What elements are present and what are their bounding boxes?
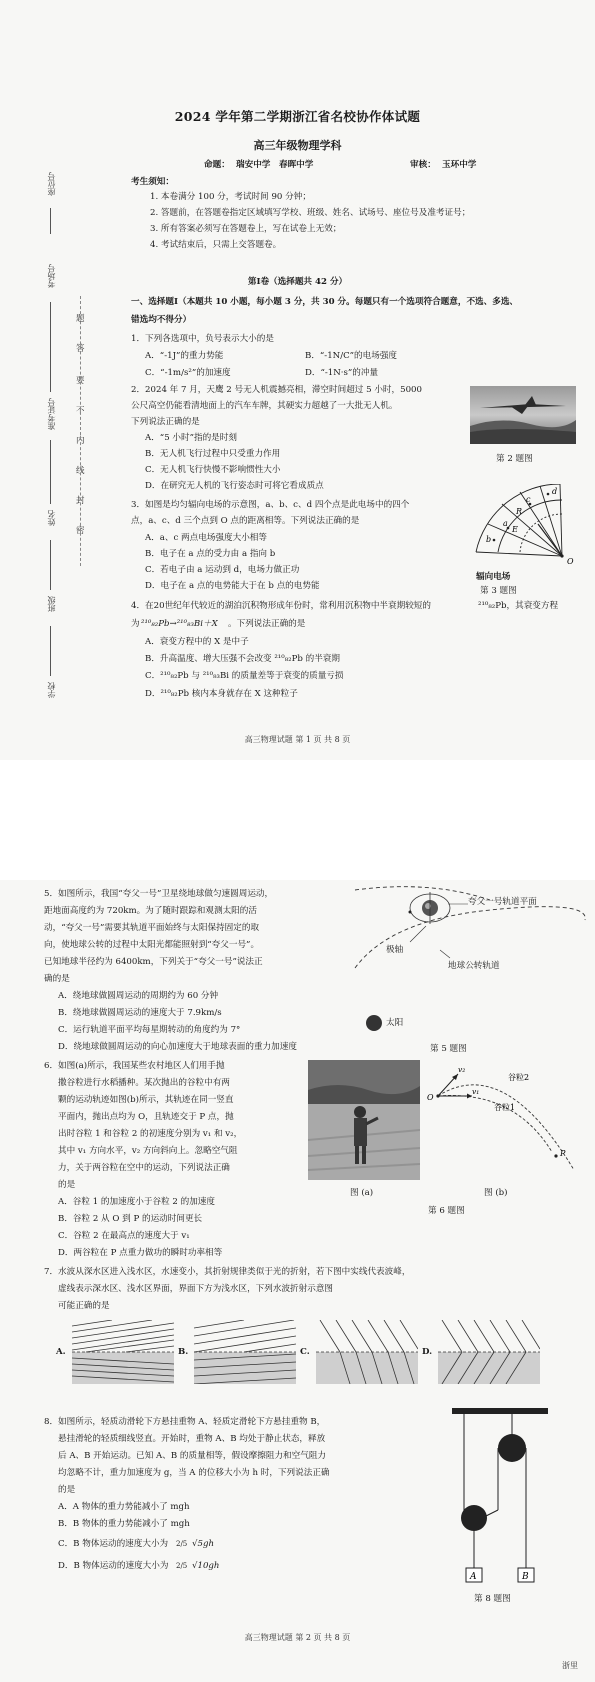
notice-item: 2. 答题前，在答题卷指定区域填写学校、班级、姓名、试场号、座位号及准考证号；	[150, 208, 471, 218]
q7-option-b-diagram	[194, 1320, 296, 1384]
q6-label-grain2: 谷粒2	[508, 1073, 530, 1082]
page-footer: 高三物理试题 第 1 页 共 8 页	[244, 735, 351, 744]
q5-label-sun: 太阳	[386, 1018, 404, 1028]
q8-label-B: B	[522, 1572, 529, 1582]
q7-option-a-diagram	[72, 1320, 174, 1384]
q3-field-label: 辐向电场	[476, 572, 511, 582]
seal-char: 封	[76, 496, 85, 506]
q7-stem-3: 可能正确的是	[58, 1301, 110, 1311]
q6-label-v1: v₁	[472, 1087, 480, 1096]
q4-option-b: B．升高温度、增大压强不会改变 ²¹⁰₈₂Pb 的半衰期	[145, 654, 340, 664]
q3-label-E: E	[512, 525, 518, 534]
q6-stem-8: 的是	[58, 1180, 76, 1190]
seal-char: 要	[76, 376, 85, 386]
q3-option-b: B．电子在 a 点的受力由 a 指向 b	[145, 549, 276, 559]
q7-option-a-label: A.	[56, 1347, 66, 1357]
q6-stem-4: 平面内，抛出点均为 O，且轨迹交于 P 点，抛	[58, 1112, 234, 1122]
q8-option-d-root: √10gh	[192, 1561, 220, 1571]
q6-label-grain1: 谷粒1	[494, 1103, 516, 1112]
q5-figure-caption: 第 5 题图	[430, 1044, 467, 1054]
reviewer-label: 审核：	[410, 160, 436, 170]
q6-label-O: O	[427, 1093, 434, 1102]
q2-stem-3: 下列说法正确的是	[131, 417, 200, 427]
q5-label-pole-axis: 极轴	[386, 945, 404, 955]
q4-stem-1: 4．在20世纪年代较近的湖泊沉积物形成年份时，常利用沉积物中半衰期较短的	[131, 601, 431, 611]
q3-label-R: R	[516, 507, 523, 516]
page-gap	[0, 760, 595, 880]
q6-figure-caption: 第 6 题图	[428, 1206, 465, 1216]
part-heading: 第Ⅰ卷（选择题共 42 分）	[247, 277, 348, 287]
side-field-ticket: 准考证号	[47, 398, 56, 430]
q7-stem-2: 虚线表示深水区、浅水区界面，界面下方为浅水区，下列水波折射示意图	[58, 1284, 334, 1294]
q8-pulley-figure	[450, 1408, 550, 1588]
q5-stem-1: 5．如图所示，我国“夸父一号”卫星绕地球做匀速圆周运动，	[44, 889, 274, 899]
q5-option-b: B．绕地球做圆周运动的速度大于 7.9km/s	[58, 1008, 222, 1018]
q6-stem-2: 撒谷粒进行水稻播种。某次抛出的谷粒中有两	[58, 1078, 230, 1088]
notice-item: 1. 本卷满分 100 分，考试时间 90 分钟；	[150, 192, 311, 202]
side-field-room: 考场号	[47, 264, 56, 288]
q3-stem-1: 3．如图是均匀辐向电场的示意图，a、b、c、d 四个点是此电场中的四个	[131, 500, 410, 510]
q2-option-c: C．无人机飞行快慢不影响惯性大小	[145, 465, 281, 475]
q8-label-A: A	[470, 1572, 477, 1582]
side-field-line	[50, 626, 51, 676]
seal-char: 题	[76, 314, 85, 324]
side-field-school: 学校	[47, 682, 56, 698]
q6-option-b: B．谷粒 2 从 O 到 P 的运动时间更长	[58, 1214, 203, 1224]
q7-option-b-label: B.	[178, 1347, 189, 1357]
seal-line	[80, 296, 81, 566]
q4-stem-2b: 。下列说法正确的是	[228, 619, 306, 629]
q5-stem-4: 向，使地球公转的过程中太阳光都能照射到“夸父一号”。	[44, 940, 260, 950]
exam-title: 2024 学年第二学期浙江省名校协作体试题	[174, 109, 421, 124]
seal-char: 内	[76, 436, 85, 446]
q8-option-c-fraction: 2/5	[176, 1540, 188, 1548]
q3-figure-caption: 第 3 题图	[480, 586, 517, 596]
q8-stem-3: 后 A、B 开始运动。已知 A、B 的质量相等，假设摩擦阻力和空气阻力	[58, 1451, 327, 1461]
q7-stem-1: 7．水波从深水区进入浅水区，水速变小，其折射规律类似于光的折射，若下图中实线代表波峰，	[44, 1267, 411, 1277]
q8-option-b: B．B 物体的重力势能减小了 mgh	[58, 1519, 190, 1529]
q8-option-a: A．A 物体的重力势能减小了 mgh	[58, 1502, 190, 1512]
sun-icon	[366, 1015, 382, 1031]
q8-option-c: C．B 物体运动的速度大小为	[58, 1539, 169, 1549]
q3-radial-field-figure	[468, 484, 576, 568]
notice-title: 考生须知：	[131, 177, 174, 187]
q2-option-a: A．“5 小时”指的是时刻	[145, 433, 237, 443]
author-schools: 瑞安中学 春晖中学	[236, 160, 314, 170]
seal-char: 不	[76, 406, 85, 416]
q4-stem-2a: 为	[131, 619, 140, 629]
q6-option-c: C．谷粒 2 在最高点的速度大于 v₁	[58, 1231, 190, 1241]
side-field-seat: 座位号	[47, 172, 56, 196]
q6-option-a: A．谷粒 1 的加速度小于谷粒 2 的加速度	[58, 1197, 215, 1207]
section-heading-cont: 错选均不得分）	[131, 315, 192, 325]
q2-figure-caption: 第 2 题图	[496, 454, 533, 464]
q8-option-d: D．B 物体运动的速度大小为	[58, 1561, 169, 1571]
q3-label-a: a	[503, 519, 508, 528]
seal-char: 线	[76, 466, 85, 476]
exam-subtitle: 高三年级物理学科	[253, 139, 342, 152]
side-field-line	[50, 208, 51, 234]
q8-option-d-fraction: 2/5	[176, 1562, 188, 1570]
q3-stem-2: 点，a、c、d 三个点到 O 点的距离相等。下列说法正确的是	[131, 516, 360, 526]
side-field-line	[50, 302, 51, 392]
q5-option-a: A．绕地球做圆周运动的周期约为 60 分钟	[58, 991, 219, 1001]
q6-stem-6: 其中 v₁ 方向水平，v₂ 方向斜向上。忽略空气阻	[58, 1146, 238, 1156]
q8-stem-2: 悬挂滑轮的轻质细线竖直。开始时，重物 A、B 均处于静止状态，释放	[58, 1434, 326, 1444]
q5-stem-2: 距地面高度约为 720km。为了随时跟踪和观测太阳的活	[44, 906, 257, 916]
q4-option-c: C．²¹⁰₈₂Pb 与 ²¹⁰₈₃Bi 的质量差等于衰变的质量亏损	[145, 671, 344, 681]
q8-figure-caption: 第 8 题图	[474, 1594, 511, 1604]
page-footer: 高三物理试题 第 2 页 共 8 页	[244, 1633, 351, 1642]
q3-label-d: d	[552, 487, 558, 496]
q4-option-d: D．²¹⁰₈₂Pb 核内本身就存在 X 这种粒子	[145, 689, 298, 699]
corner-watermark: 浙里	[562, 1661, 578, 1670]
q2-stem-2: 公尺高空仍能看清地面上的汽车车牌，其硬实力超越了一大批无人机。	[131, 401, 398, 411]
q7-option-c-diagram	[316, 1320, 418, 1384]
q5-stem-6: 确的是	[44, 974, 70, 984]
seal-char: 答	[76, 344, 85, 354]
q6-stem-1: 6．如图(a)所示，我国某些农村地区人们用手抛	[44, 1061, 225, 1071]
notice-item: 4. 考试结束后，只需上交答题卷。	[150, 240, 282, 250]
q1-option-c: C．“-1m/s²”的加速度	[145, 368, 231, 378]
side-field-line	[50, 440, 51, 504]
exam-page-2	[0, 880, 595, 1682]
q6-farmer-photo	[308, 1060, 420, 1180]
q5-option-d: D．绕地球做圆周运动的向心加速度大于地球表面的重力加速度	[58, 1042, 297, 1052]
side-field-line	[50, 540, 51, 590]
q8-stem-1: 8．如图所示，轻质动滑轮下方悬挂重物 A、轻质定滑轮下方悬挂重物 B，	[44, 1417, 326, 1427]
notice-item: 3. 所有答案必须写在答题卷上，写在试卷上无效；	[150, 224, 342, 234]
q3-option-c: C．若电子由 a 运动到 d，电场力做正功	[145, 565, 300, 575]
q7-option-d-label: D.	[422, 1347, 433, 1357]
q6-option-d: D．两谷粒在 P 点重力做功的瞬时功率相等	[58, 1248, 223, 1258]
q5-option-c: C．运行轨道平面平均每星期转动的角度约为 7°	[58, 1025, 241, 1035]
q6-fig-b-caption: 图 (b)	[484, 1188, 508, 1198]
q3-label-b: b	[486, 535, 492, 544]
q4-option-a: A．衰变方程中的 X 是中子	[145, 637, 249, 647]
q2-drone-photo	[470, 386, 576, 444]
q5-label-orbit-plane: 夸父一号轨道平面	[468, 897, 537, 907]
q8-stem-5: 的是	[58, 1485, 76, 1495]
q5-stem-5: 已知地球半径约为 6400km，下列关于“夸父一号”说法正	[44, 957, 263, 967]
exam-page-1	[0, 0, 595, 760]
q3-option-a: A．a、c 两点电场强度大小相等	[145, 533, 267, 543]
q4-decay-equation: ²¹⁰₈₂Pb→²¹⁰₈₃Bi＋X	[141, 619, 218, 629]
side-field-class: 班级	[47, 596, 56, 612]
q2-option-d: D．在研究无人机的飞行姿态时可将它看成质点	[145, 481, 324, 491]
q1-option-a: A．“-1J”的重力势能	[145, 351, 224, 361]
q8-option-c-root: √5gh	[192, 1539, 214, 1549]
q5-label-earth-orbit: 地球公转轨道	[448, 961, 500, 971]
q2-option-b: B．无人机飞行过程中只受重力作用	[145, 449, 281, 459]
q1-option-d: D．“-1N·s”的冲量	[305, 368, 379, 378]
q6-label-v2: v₂	[458, 1065, 466, 1074]
q6-label-P: P	[560, 1149, 566, 1158]
author-label: 命题：	[204, 160, 230, 170]
q1-option-b: B．“-1N/C”的电场强度	[305, 351, 398, 361]
q3-label-c: c	[526, 495, 531, 504]
q6-trajectory-figure	[424, 1060, 590, 1184]
seal-char: 密	[76, 526, 85, 536]
q7-option-c-label: C.	[300, 1347, 310, 1357]
q4-stem-1-isotope: ²¹⁰₈₂Pb，其衰变方程	[478, 601, 559, 611]
reviewer-school: 玉环中学	[442, 160, 477, 170]
q3-label-O: O	[567, 557, 574, 566]
q6-stem-7: 力，关于两谷粒在空中的运动，下列说法正确	[58, 1163, 230, 1173]
q6-stem-3: 颗的运动轨迹如图(b)所示，其轨迹在同一竖直	[58, 1095, 234, 1105]
side-field-name: 姓名	[47, 510, 56, 526]
q5-stem-3: 动，“夸父一号”需要其轨道平面始终与太阳保持固定的取	[44, 923, 260, 933]
q1-stem: 1．下列各选项中，负号表示大小的是	[131, 334, 274, 344]
q6-fig-a-caption: 图 (a)	[350, 1188, 374, 1198]
q7-option-d-diagram	[438, 1320, 540, 1384]
q8-stem-4: 均忽略不计，重力加速度为 g，当 A 的位移大小为 h 时，下列说法正确	[58, 1468, 330, 1478]
q6-stem-5: 出时谷粒 1 和谷粒 2 的初速度分别为 v₁ 和 v₂，	[58, 1129, 243, 1139]
q2-stem-1: 2．2024 年 7 月，天鹰 2 号无人机震撼亮相，滞空时间超过 5 小时，5000	[131, 385, 422, 395]
section-heading: 一、选择题Ⅰ（本题共 10 小题，每小题 3 分，共 30 分。每题只有一个选项符合题意，不选、多选、	[131, 297, 519, 307]
q3-option-d: D．电子在 a 点的电势能大于在 b 点的电势能	[145, 581, 320, 591]
